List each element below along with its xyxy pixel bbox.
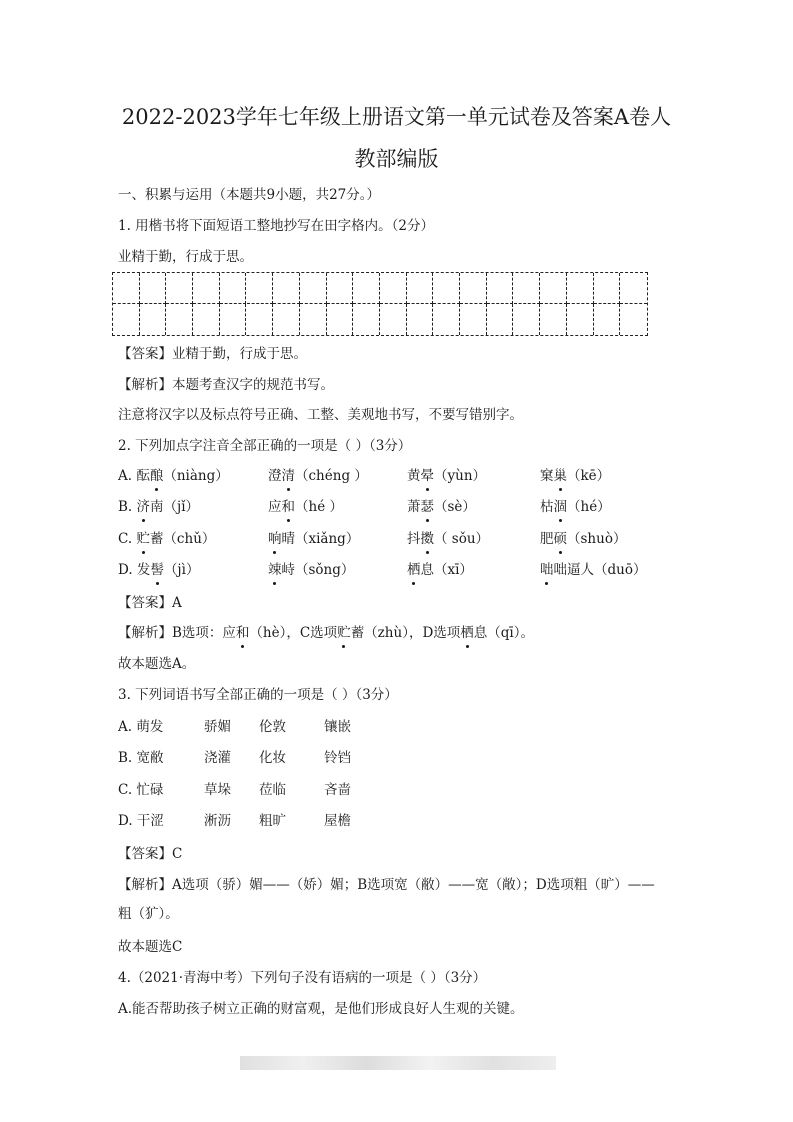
blurred-footer-watermark <box>240 1056 556 1070</box>
grid-cell <box>113 304 140 335</box>
q1-answer: 【答案】业精于勤，行成于思。 <box>118 346 307 362</box>
q2-stem: 2. 下列加点字注音全部正确的一项是（ ）（3分） <box>118 438 412 454</box>
grid-cell <box>594 304 621 335</box>
q2-option-item: 咄咄逼人（duō） <box>540 562 647 578</box>
q2-option-item: A. 酝酿（niàng） <box>118 468 229 484</box>
grid-cell <box>407 304 434 335</box>
grid-cell <box>460 273 487 304</box>
q2-option-item: 栖息（xī） <box>407 562 473 578</box>
grid-cell <box>220 304 247 335</box>
q3-option-word: 浇灌 <box>204 750 231 766</box>
q4-stem: 4.（2021·青海中考）下列句子没有语病的一项是（ ）（3分） <box>118 970 487 986</box>
grid-cell <box>487 304 514 335</box>
grid-cell <box>487 273 514 304</box>
q2-option-item: 澄清（chéng ） <box>268 468 368 484</box>
grid-cell <box>620 304 647 335</box>
grid-cell <box>193 304 220 335</box>
grid-cell <box>540 273 567 304</box>
grid-cell <box>567 304 594 335</box>
grid-cell <box>540 304 567 335</box>
document-title-line1: 2022-2023学年七年级上册语文第一单元试卷及答案A卷人 <box>121 105 672 129</box>
q3-option-word: 化妆 <box>259 750 286 766</box>
q3-option-word: C. 忙碌 <box>118 782 164 798</box>
q3-analysis-line2: 粗（犷）。 <box>118 906 179 922</box>
q2-analysis: 【解析】B选项：应和（hè），C选项贮蓄（zhù），D选项栖息（qī）。 <box>118 625 534 641</box>
q3-option-word: 铃铛 <box>324 750 351 766</box>
grid-cell <box>353 273 380 304</box>
grid-cell <box>327 304 354 335</box>
grid-cell <box>193 273 220 304</box>
q3-option-word: 淅沥 <box>204 813 231 829</box>
q2-option-item: 窠巢（kē） <box>540 468 611 484</box>
q3-option-word: 伦敦 <box>259 719 286 735</box>
grid-cell <box>567 273 594 304</box>
grid-cell <box>353 304 380 335</box>
grid-cell <box>300 273 327 304</box>
grid-cell <box>620 273 647 304</box>
q3-option-word: 粗旷 <box>259 813 286 829</box>
grid-cell <box>300 304 327 335</box>
grid-cell <box>380 273 407 304</box>
q1-phrase: 业精于勤，行成于思。 <box>118 249 253 265</box>
q3-stem: 3. 下列词语书写全部正确的一项是（ ）（3分） <box>118 687 398 703</box>
grid-cell <box>247 273 274 304</box>
q3-conclusion: 故本题选C <box>118 939 183 955</box>
q3-option-word: 屋檐 <box>324 813 351 829</box>
grid-cell <box>407 273 434 304</box>
q3-analysis-line1: 【解析】A选项（骄）媚——（娇）媚；B选项宽（敝）——宽（敞）；D选项粗（旷）—— <box>118 877 655 893</box>
q3-answer: 【答案】C <box>118 846 183 862</box>
q1-note: 注意将汉字以及标点符号正确、工整、美观地书写，不要写错别字。 <box>118 407 523 423</box>
grid-cell <box>113 273 140 304</box>
q3-option-word: D. 干涩 <box>118 813 164 829</box>
q3-option-word: 镶嵌 <box>324 719 351 735</box>
q2-option-item: 竦峙（sǒng） <box>268 562 355 578</box>
grid-cell <box>273 273 300 304</box>
q3-option-word: 莅临 <box>259 782 286 798</box>
q3-option-word: 吝啬 <box>324 782 351 798</box>
grid-cell <box>247 304 274 335</box>
q2-answer: 【答案】A <box>118 595 182 611</box>
writing-grid <box>112 272 648 336</box>
q1-stem: 1. 用楷书将下面短语工整地抄写在田字格内。（2分） <box>118 218 435 234</box>
section-heading: 一、积累与运用（本题共9小题，共27分。） <box>118 187 381 203</box>
grid-cell <box>140 273 167 304</box>
q1-analysis: 【解析】本题考查汉字的规范书写。 <box>118 377 334 393</box>
q2-option-item: C. 贮蓄（chǔ） <box>118 531 216 547</box>
grid-cell <box>594 273 621 304</box>
grid-cell <box>166 304 193 335</box>
grid-cell <box>140 304 167 335</box>
q2-option-item: 肥硕（shuò） <box>540 531 627 547</box>
q2-option-item: 黄晕（yùn） <box>407 468 487 484</box>
q3-option-word: A. 萌发 <box>118 719 164 735</box>
grid-cell <box>166 273 193 304</box>
q2-option-item: 萧瑟（sè） <box>407 499 476 515</box>
q4-option-a: A.能否帮助孩子树立正确的财富观，是他们形成良好人生观的关键。 <box>118 1001 524 1017</box>
grid-cell <box>380 304 407 335</box>
q3-option-word: 骄媚 <box>204 719 231 735</box>
q3-option-word: B. 宽敝 <box>118 750 164 766</box>
q2-option-item: 枯涸（hé） <box>540 499 611 515</box>
grid-cell <box>460 304 487 335</box>
grid-cell <box>220 273 247 304</box>
q2-option-item: D. 发髻（jì） <box>118 562 200 578</box>
grid-cell <box>433 304 460 335</box>
grid-cell <box>433 273 460 304</box>
grid-cell <box>327 273 354 304</box>
q2-option-item: B. 济南（jǐ） <box>118 499 200 515</box>
q2-option-item: 响晴（xiǎng） <box>268 531 360 547</box>
document-title-line2: 教部编版 <box>354 147 439 171</box>
q2-option-item: 抖擞（ sǒu） <box>407 531 490 547</box>
q3-option-word: 草垛 <box>204 782 231 798</box>
grid-cell <box>514 273 541 304</box>
q2-conclusion: 故本题选A。 <box>118 656 196 672</box>
q2-option-item: 应和（hé ） <box>268 499 343 515</box>
grid-cell <box>514 304 541 335</box>
grid-cell <box>273 304 300 335</box>
